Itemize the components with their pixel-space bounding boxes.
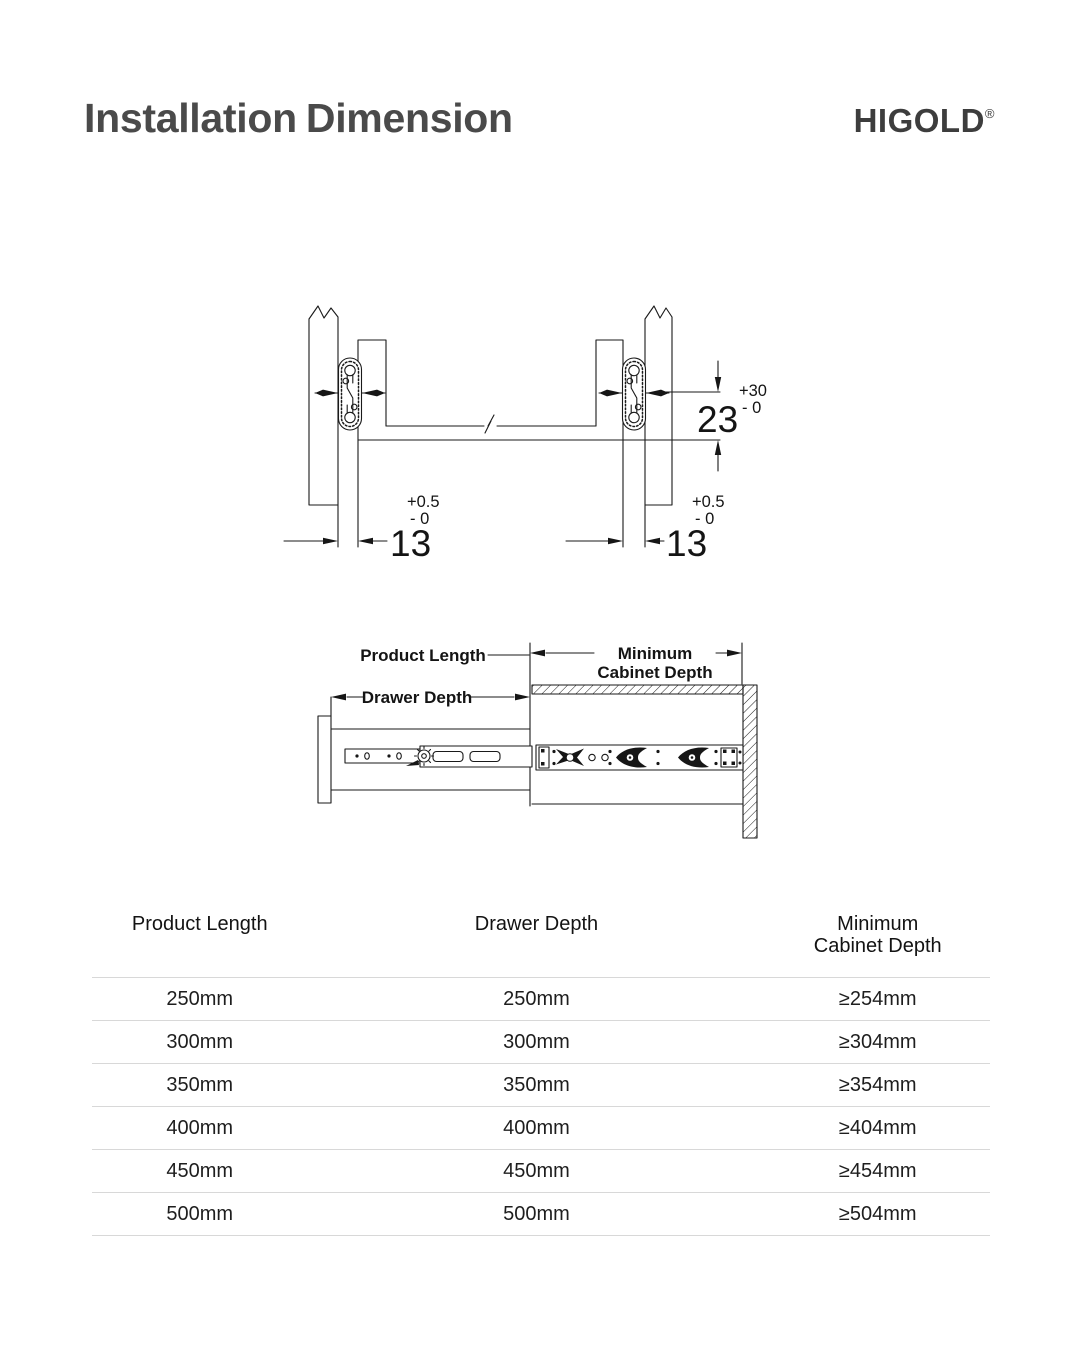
cross-section-diagram bbox=[260, 295, 800, 605]
drawer-rail bbox=[345, 746, 532, 767]
dim-23-tol-plus: +30 bbox=[739, 382, 767, 400]
dim-13-left-tol-minus: - 0 bbox=[410, 510, 430, 528]
brand-logo bbox=[854, 102, 995, 140]
dim-13-right-value: 13 bbox=[666, 523, 708, 564]
registered-mark: ® bbox=[984, 106, 995, 121]
column-header-drawer-depth: Drawer Depth bbox=[474, 913, 599, 935]
dim-23-tol-minus: - 0 bbox=[742, 399, 762, 417]
left-slide-cross-section bbox=[339, 358, 362, 430]
left-drawer-panel bbox=[358, 340, 386, 547]
table-row: 450mm 450mm ≥454mm bbox=[92, 1150, 990, 1193]
table-row: 350mm 350mm ≥354mm bbox=[92, 1064, 990, 1107]
min-cabinet-depth-label-line1: Minimum bbox=[617, 644, 693, 663]
table-row: 250mm 250mm ≥254mm bbox=[92, 978, 990, 1021]
drawer-front-panel bbox=[318, 716, 331, 803]
table-row: 500mm 500mm ≥504mm bbox=[92, 1193, 990, 1236]
cabinet-top-wall bbox=[532, 685, 743, 694]
right-drawer-panel bbox=[596, 340, 623, 547]
break-mark bbox=[485, 415, 494, 433]
dim-13-right-tol-plus: +0.5 bbox=[692, 493, 725, 511]
cabinet-back-wall bbox=[743, 685, 757, 838]
bracket-hole bbox=[566, 754, 574, 762]
dimension-table bbox=[92, 900, 990, 1236]
page-title: Installation Dimension bbox=[84, 95, 513, 141]
table-header-row bbox=[92, 900, 990, 978]
min-cabinet-depth-label-line2: Cabinet Depth bbox=[597, 663, 713, 682]
drawer-depth-label: Drawer Depth bbox=[361, 688, 473, 707]
side-view-diagram bbox=[300, 630, 780, 855]
table-row: 400mm 400mm ≥404mm bbox=[92, 1107, 990, 1150]
dim-13-left-tol-plus: +0.5 bbox=[407, 493, 440, 511]
right-cabinet-panel bbox=[645, 306, 672, 319]
dim-13-left-value: 13 bbox=[390, 523, 432, 564]
dim-13-right-tol-minus: - 0 bbox=[695, 510, 715, 528]
column-header-min-cabinet-depth: Minimum Cabinet Depth bbox=[813, 913, 942, 957]
product-length-label: Product Length bbox=[360, 646, 486, 665]
right-slide-cross-section bbox=[623, 358, 646, 430]
dim-23-value: 23 bbox=[697, 399, 739, 440]
dimension-arrowheads bbox=[315, 377, 721, 544]
column-header-product-length: Product Length bbox=[131, 913, 268, 935]
brand-text: HIGOLD bbox=[853, 102, 985, 139]
table-row: 300mm 300mm ≥304mm bbox=[92, 1021, 990, 1064]
left-cabinet-panel bbox=[309, 306, 338, 319]
